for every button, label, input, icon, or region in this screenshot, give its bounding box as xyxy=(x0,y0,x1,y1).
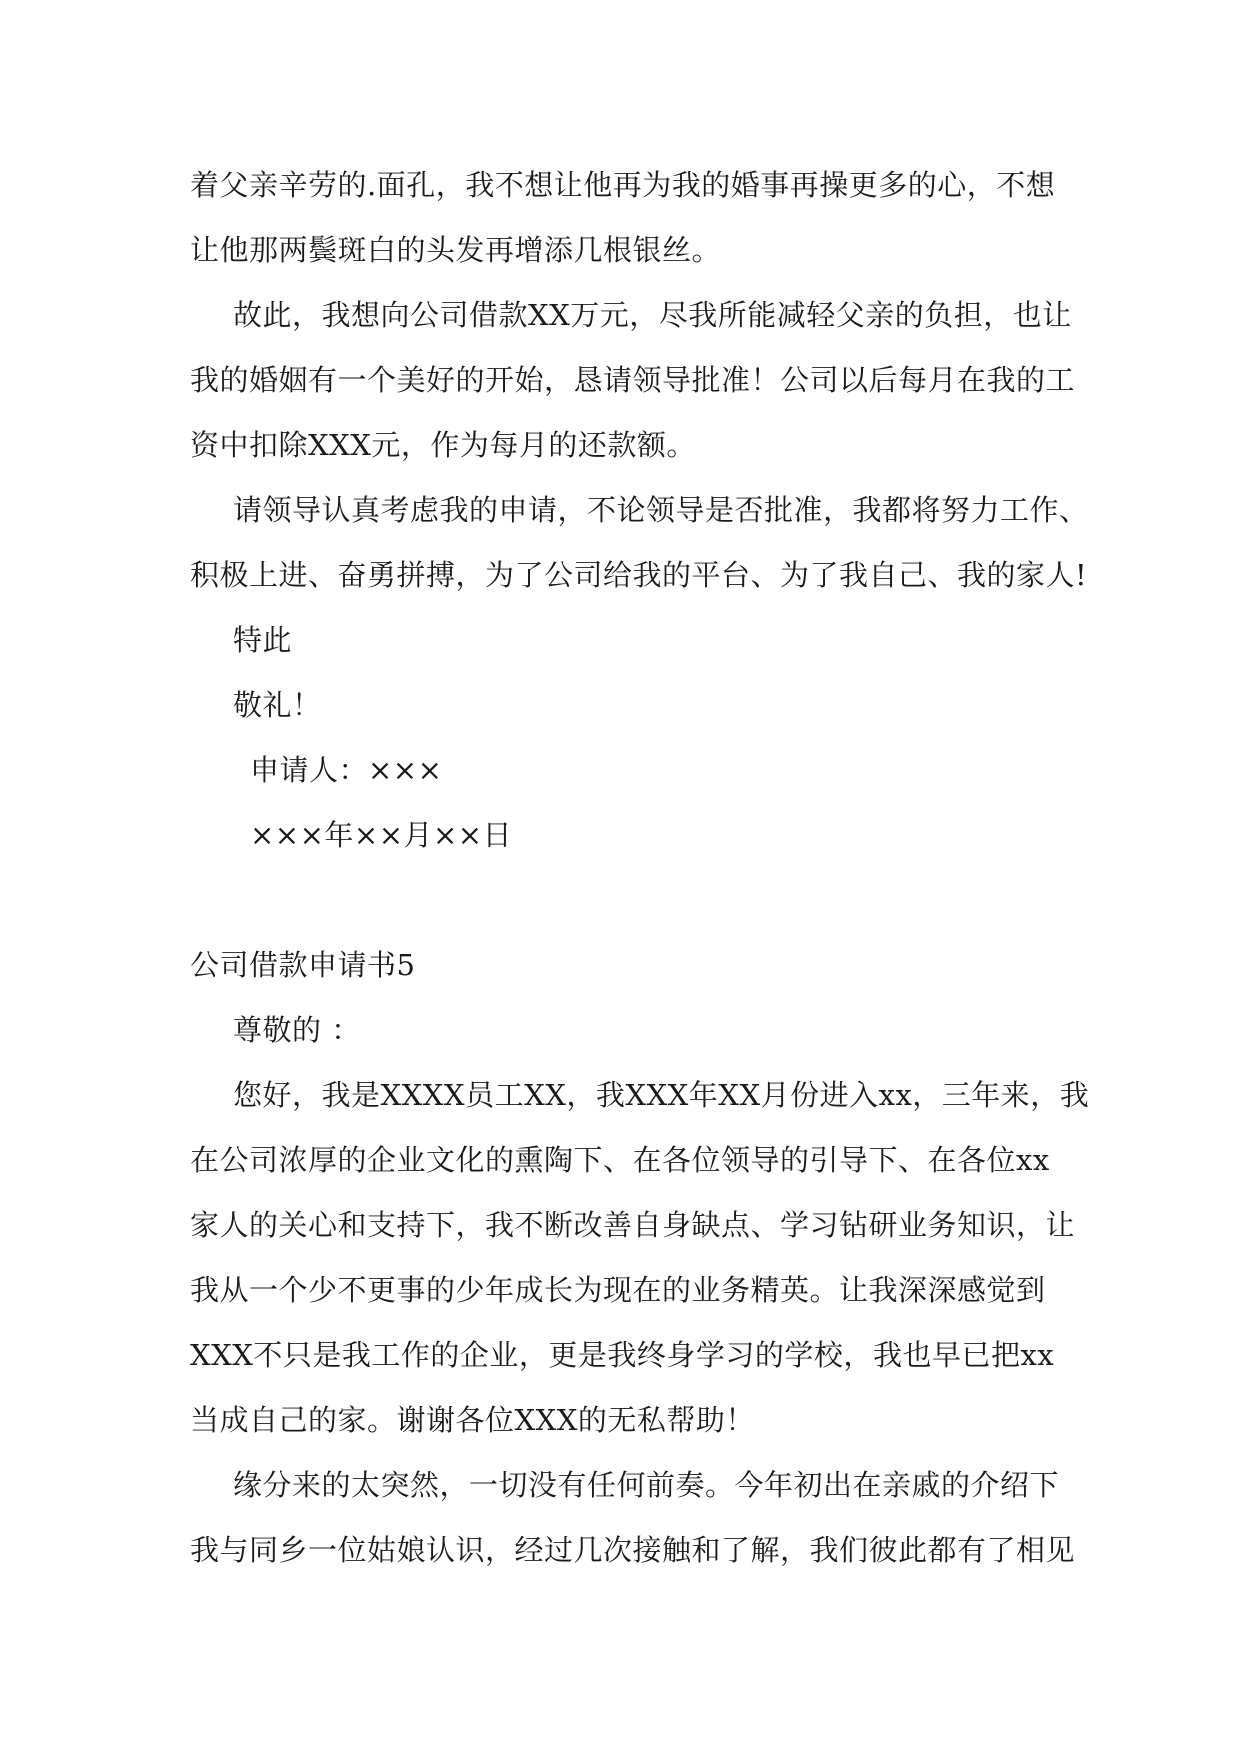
paragraph-line: 缘分来的太突然，一切没有任何前奏。今年初出在亲戚的介绍下 xyxy=(233,1468,1060,1502)
paragraph-line: 在公司浓厚的企业文化的熏陶下、在各位领导的引导下、在各位xx xyxy=(190,1143,1050,1177)
paragraph-line: 着父亲辛劳的.面孔，我不想让他再为我的婚事再操更多的心，不想 xyxy=(190,168,1056,202)
paragraph-line: 当成自己的家。谢谢各位XXX的无私帮助！ xyxy=(190,1403,755,1437)
paragraph-line: 请领导认真考虑我的申请，不论领导是否批准，我都将努力工作、 xyxy=(233,493,1089,527)
paragraph-line: XXX不只是我工作的企业，更是我终身学习的学校，我也早已把xx xyxy=(190,1338,1055,1372)
closing-phrase: 特此 xyxy=(233,623,293,657)
salutation-closing: 敬礼！ xyxy=(233,688,322,722)
paragraph-line: 我的婚姻有一个美好的开始，恳请领导批准！公司以后每月在我的工 xyxy=(190,363,1076,397)
paragraph-line: 家人的关心和支持下，我不断改善自身缺点、学习钻研业务知识，让 xyxy=(190,1208,1076,1242)
applicant-signature: 申请人：××× xyxy=(250,753,443,787)
paragraph-line: 故此，我想向公司借款XX万元，尽我所能减轻父亲的负担，也让 xyxy=(233,298,1072,332)
section-title: 公司借款申请书5 xyxy=(190,948,416,982)
paragraph-line: 资中扣除XXX元，作为每月的还款额。 xyxy=(190,428,696,462)
paragraph-line: 您好，我是XXXX员工XX，我XXX年XX月份进入xx，三年来，我 xyxy=(233,1078,1090,1112)
paragraph-line: 我从一个少不更事的少年成长为现在的业务精英。让我深深感觉到 xyxy=(190,1273,1046,1307)
paragraph-line: 我与同乡一位姑娘认识，经过几次接触和了解，我们彼此都有了相见 xyxy=(190,1533,1076,1567)
paragraph-line: 让他那两鬓斑白的头发再增添几根银丝。 xyxy=(190,233,722,267)
paragraph-line: 积极上进、奋勇拼搏，为了公司给我的平台、为了我自己、我的家人! xyxy=(190,558,1088,592)
greeting: 尊敬的 ： xyxy=(233,1013,361,1047)
signature-date: ×××年××月××日 xyxy=(250,818,513,852)
